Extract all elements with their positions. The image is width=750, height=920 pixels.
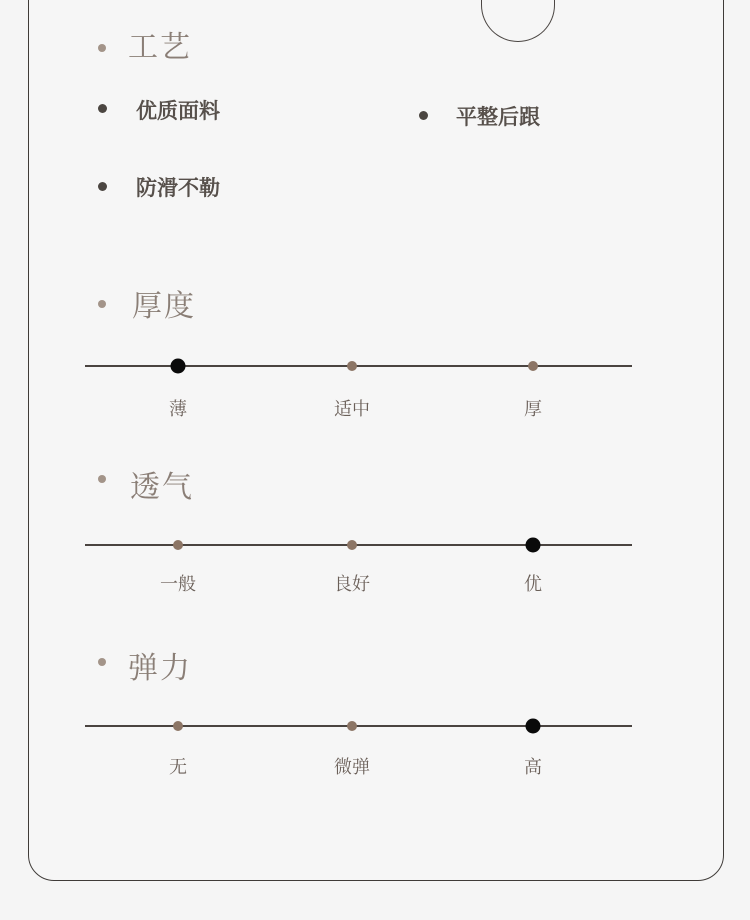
thickness-level-label: 适中 xyxy=(334,399,370,420)
breathability-level-label: 一般 xyxy=(160,574,196,595)
thickness-scale-line xyxy=(85,365,632,367)
breathability-scale-line xyxy=(85,544,632,546)
thickness-level-dot xyxy=(347,361,357,371)
bullet-dot xyxy=(98,44,106,52)
elasticity-level-dot xyxy=(526,719,541,734)
bullet-dot xyxy=(98,300,106,308)
breathability-level-dot xyxy=(526,538,541,553)
craft-title: 工艺 xyxy=(128,30,192,65)
breathability-level-label: 良好 xyxy=(334,574,370,595)
elasticity-level-label: 高 xyxy=(524,757,542,778)
elasticity-level-dot xyxy=(173,721,183,731)
thickness-level-dot xyxy=(171,359,186,374)
bullet-dot xyxy=(98,475,106,483)
bullet-dot xyxy=(98,658,106,666)
bullet-dot xyxy=(98,182,107,191)
product-card xyxy=(28,0,724,881)
breathability-title: 透气 xyxy=(130,470,194,505)
breathability-level-label: 优 xyxy=(524,574,542,595)
bullet-dot xyxy=(419,111,428,120)
breathability-level-dot xyxy=(347,540,357,550)
thickness-level-dot xyxy=(528,361,538,371)
elasticity-level-label: 无 xyxy=(169,757,187,778)
elasticity-scale-line xyxy=(85,725,632,727)
elasticity-level-label: 微弹 xyxy=(334,757,370,778)
feature-anti-slip: 防滑不勒 xyxy=(136,176,220,200)
thickness-title: 厚度 xyxy=(132,289,196,324)
thickness-level-label: 厚 xyxy=(524,399,542,420)
breathability-level-dot xyxy=(173,540,183,550)
thickness-level-label: 薄 xyxy=(169,399,187,420)
feature-flat-heel: 平整后跟 xyxy=(456,105,540,129)
feature-quality-fabric: 优质面料 xyxy=(136,99,220,123)
elasticity-level-dot xyxy=(347,721,357,731)
elasticity-title: 弹力 xyxy=(128,651,192,686)
bullet-dot xyxy=(98,104,107,113)
